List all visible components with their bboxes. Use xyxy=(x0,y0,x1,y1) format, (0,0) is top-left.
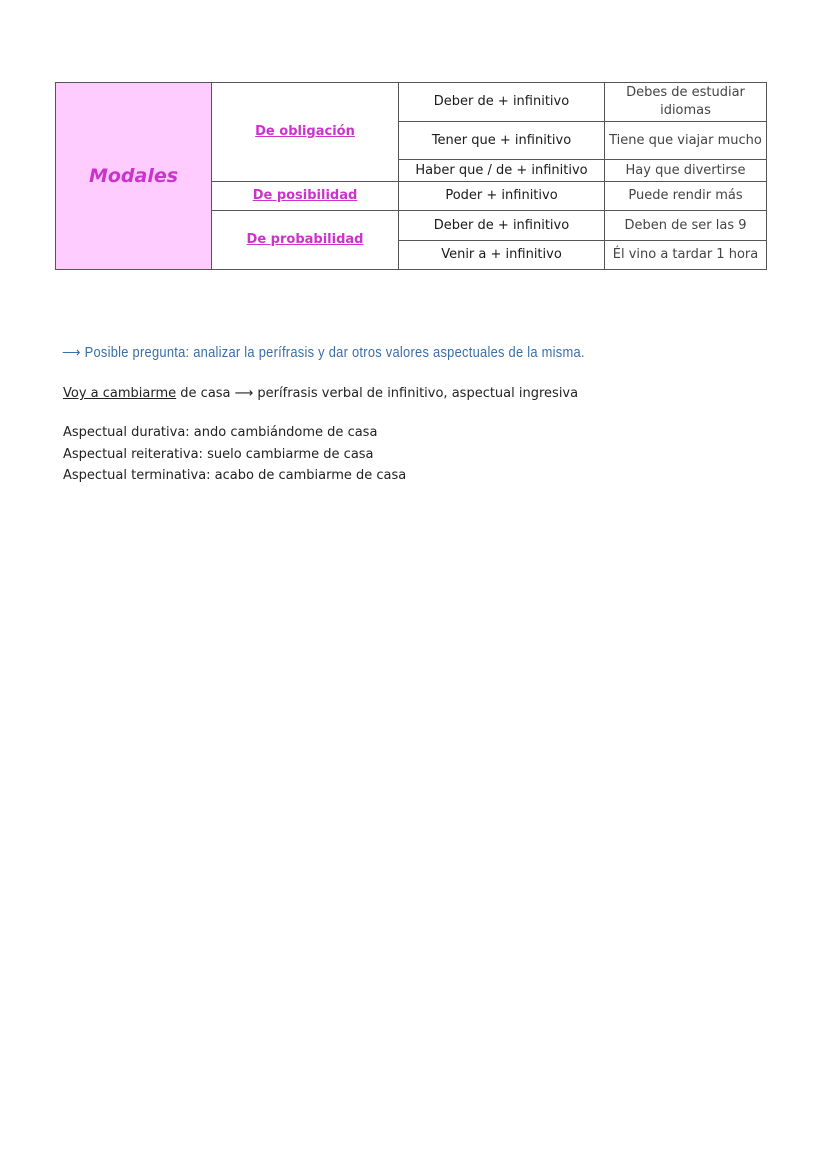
example-sentence xyxy=(63,386,578,401)
aspect-item-reiterativa: Aspectual reiterativa: suelo cambiarme de casa xyxy=(63,446,374,462)
aspect-item-durativa: Aspectual durativa: ando cambiándome de casa xyxy=(63,425,378,440)
form-cell: Deber de + infinitivo xyxy=(399,211,605,241)
example-cell: Puede rendir más xyxy=(605,182,767,211)
form-cell: Poder + infinitivo xyxy=(399,182,605,211)
periphrasis-table xyxy=(55,82,767,270)
group-posibilidad xyxy=(212,182,399,211)
example-rest: de casa ⟶ perífrasis verbal de infinitivo, aspectual ingresiva xyxy=(176,386,579,401)
group-probabilidad xyxy=(212,211,399,270)
aspect-list xyxy=(63,422,406,487)
group-link-posibilidad[interactable]: De posibilidad xyxy=(252,188,358,203)
aspect-item-terminativa: Aspectual terminativa: acabo de cambiarme de casa xyxy=(63,468,407,483)
group-obligacion xyxy=(212,83,399,182)
form-cell: Deber de + infinitivo xyxy=(399,83,605,122)
form-cell: Venir a + infinitivo xyxy=(399,241,605,270)
category-cell-modales: Modales xyxy=(56,83,212,270)
example-cell: Tiene que viajar mucho xyxy=(605,122,767,160)
example-cell: Él vino a tardar 1 hora xyxy=(605,241,767,270)
exam-question-note: ⟶ Posible pregunta: analizar la perífrasis y dar otros valores aspectuales de la misma. xyxy=(62,344,585,361)
form-cell: Tener que + infinitivo xyxy=(399,122,605,160)
example-cell: Hay que divertirse xyxy=(605,160,767,182)
form-cell: Haber que / de + infinitivo xyxy=(399,160,605,182)
example-underlined-phrase: Voy a cambiarme xyxy=(63,386,177,401)
example-cell: Debes de estudiar idiomas xyxy=(605,83,767,122)
example-cell: Deben de ser las 9 xyxy=(605,211,767,241)
group-link-probabilidad[interactable]: De probabilidad xyxy=(246,232,364,247)
group-link-obligacion[interactable]: De obligación xyxy=(255,124,355,139)
